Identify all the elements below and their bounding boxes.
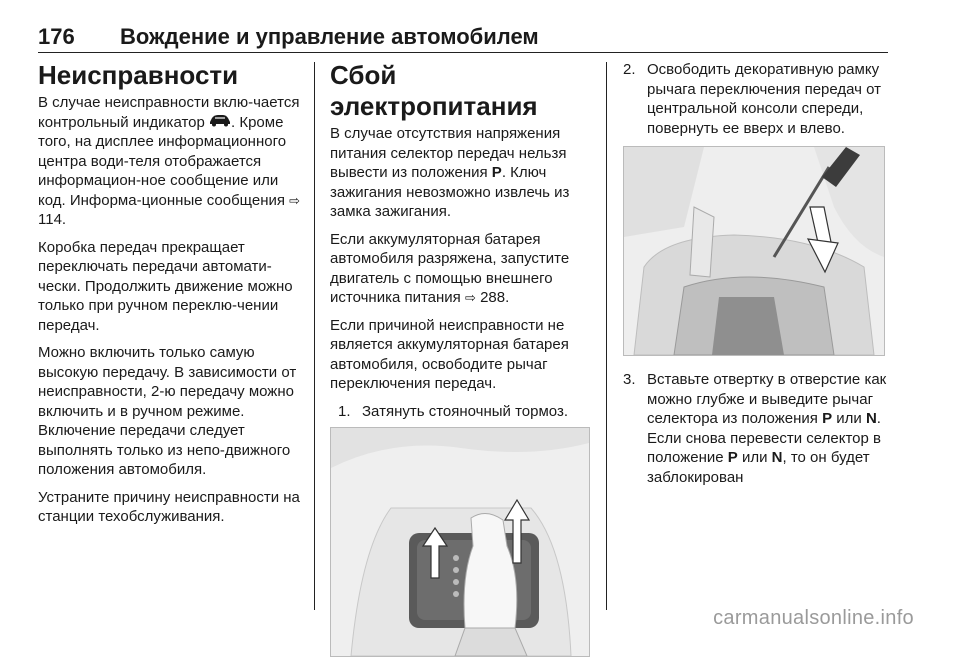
column-power-failure — [330, 60, 592, 657]
watermark: carmanualsonline.info — [713, 607, 914, 629]
column-divider — [606, 62, 607, 610]
figure-shift-lever — [330, 427, 590, 657]
paragraph-no-power: В случае отсутствия напряжения питания селектор передач нельзя вывести из положения P. Ключ зажигания невозможно извлечь из замка зажигания. — [330, 125, 570, 220]
section-heading-power-failure: Сбой электропитания — [330, 60, 538, 121]
paragraph-indicator: В случае неисправности вклю-чается контрольный индикатор . Кроме того, на дисплее информационного центра води-теля отображается информацион-ное сообщение или код. Информа-ционные сообщения ⇨ 114. — [38, 94, 301, 229]
column-malfunctions — [38, 60, 306, 535]
section-heading-malfunctions: Неисправности — [38, 60, 239, 90]
paragraph-release-lever: Если причиной неисправности не является аккумуляторная батарея автомобиля, освободите рычаг переключения передач. — [330, 316, 569, 392]
page-reference[interactable]: 288 — [480, 289, 506, 306]
reference-arrow-icon: ⇨ — [464, 290, 476, 305]
paragraph-battery: Если аккумуляторная батарея автомобиля разряжена, запустите двигатель с помощью внешнего источника питания ⇨ 288. — [330, 230, 570, 306]
paragraph-gear: Можно включить только самую высокую передачу. В зависимости от неисправности, 2-ю передачу можно включить и в ручном режиме. Включение передачи следует выполнять только из непо-движного положения автомобиля. — [38, 344, 297, 479]
car-warning-icon — [209, 113, 231, 133]
chapter-title: Вождение и управление автомобилем — [120, 24, 539, 49]
step-1: 1. Затянуть стояночный тормоз. — [338, 402, 569, 420]
step-2: 2. Освободить декоративную рамку рычага переключения передач от центральной консоли спереди, повернуть ее вверх и влево. — [623, 61, 882, 137]
reference-arrow-icon: ⇨ — [289, 192, 301, 208]
page-number: 176 — [38, 24, 75, 49]
column-divider — [314, 62, 315, 610]
column-steps — [623, 60, 893, 495]
page-header — [38, 18, 888, 53]
step-3: 3. Вставьте отвертку в отверстие как можно глубже и выведите рычаг селектора из положения P или N. Если снова перевести селектор в положение P или N, то он будет заблокирован — [623, 371, 887, 486]
page-reference[interactable]: 114 — [38, 211, 62, 229]
figure-screwdriver — [623, 146, 885, 356]
paragraph-service: Устраните причину неисправности на станции техобслуживания. — [38, 488, 300, 526]
paragraph-auto-shift: Коробка передач прекращает переключать передачи автомати-чески. Продолжить движение можно только при ручном переклю-чении передач. — [38, 238, 293, 334]
